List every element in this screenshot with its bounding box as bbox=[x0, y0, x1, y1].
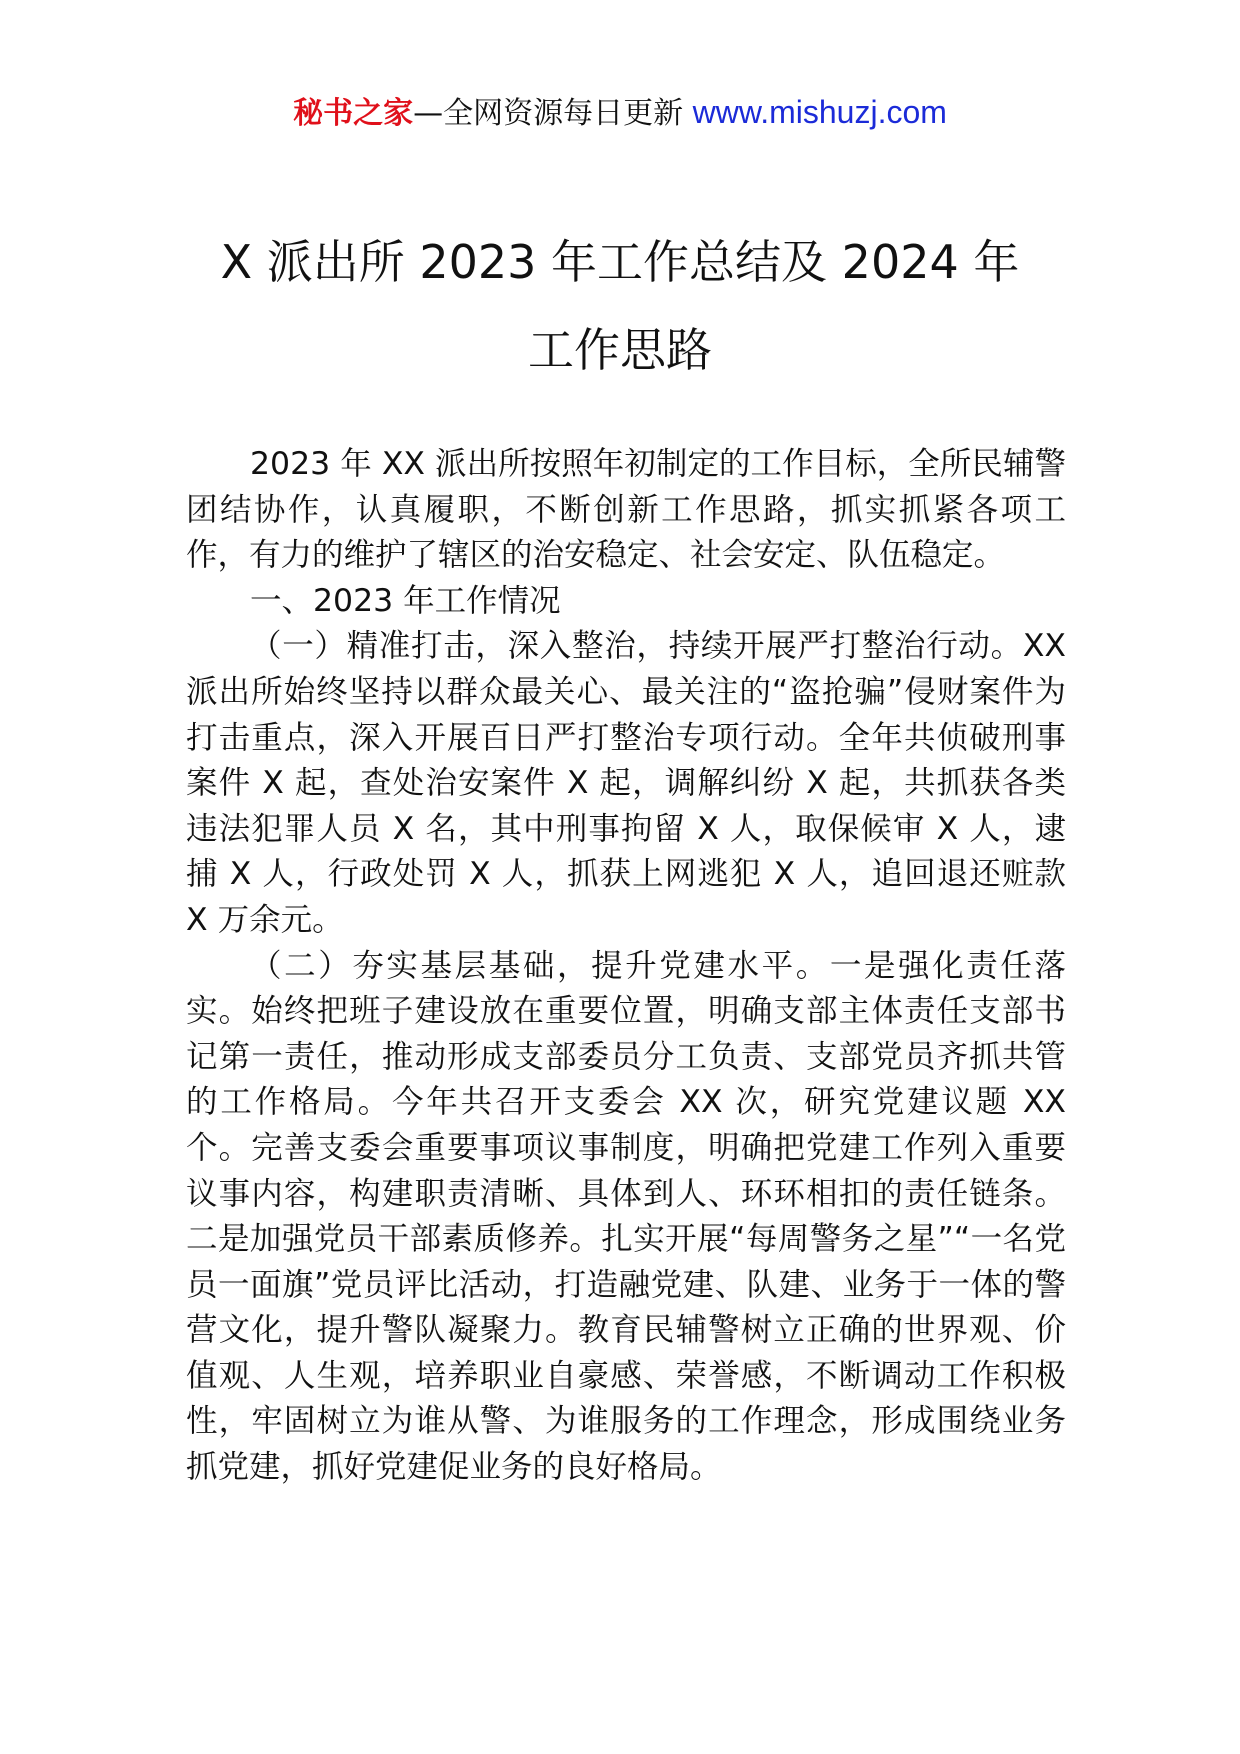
intro-paragraph: 2023 年 XX 派出所按照年初制定的工作目标，全所民辅警团结协作，认真履职，不断创新工作思路，抓实抓紧各项工作，有力的维护了辖区的治安稳定、社会安定、队伍稳定。 bbox=[186, 446, 1066, 574]
document-title-line-2: 工作思路 bbox=[528, 323, 712, 377]
document-title-line-1: X 派出所 2023 年工作总结及 2024 年 bbox=[220, 235, 1020, 289]
site-brand: 秘书之家 bbox=[293, 96, 414, 131]
body-paragraph: （二）夯实基层基础，提升党建水平。一是强化责任落实。始终把班子建设放在重要位置，明确支部主体责任支部书记第一责任，推动形成支部委员分工负责、支部党员齐抓共管的工作格局。今年共召开支委会 XX 次，研究党建议题 XX 个。完善支委会重要事项议事制度，明确把党建工作列入重要议事内容，构建职责清晰、具体到人、环环相扣的责任链条。二是加强党员干部素质修养。扎实开展“每周警务之星”“一名党员一面旗”党员评比活动，打造融党建、队建、业务于一体的警营文化，提升警队凝聚力。教育民辅警树立正确的世界观、价值观、人生观，培养职业自豪感、荣誉感，不断调动工作积极性，牢固树立为谁从警、为谁服务的工作理念，形成围绕业务抓党建，抓好党建促业务的良好格局。 bbox=[186, 947, 1066, 1486]
document-body bbox=[186, 442, 1066, 1491]
site-slogan: —全网资源每日更新 bbox=[413, 96, 693, 131]
section-heading: 一、2023 年工作情况 bbox=[250, 582, 561, 619]
site-url-link[interactable]: www.mishuzj.com bbox=[692, 94, 947, 130]
body-paragraph: （一）精准打击，深入整治，持续开展严打整治行动。XX 派出所始终坚持以群众最关心、最关注的“盗抢骗”侵财案件为打击重点，深入开展百日严打整治专项行动。全年共侦破刑事案件 X 起，查处治安案件 X 起，调解纠纷 X 起，共抓获各类违法犯罪人员 X 名，其中刑事拘留 X 人，取保候审 X 人，逮捕 X 人，行政处罚 X 人，抓获上网逃犯 X 人，追回退还赃款 X 万余元。 bbox=[186, 628, 1066, 938]
site-header bbox=[0, 92, 1240, 134]
